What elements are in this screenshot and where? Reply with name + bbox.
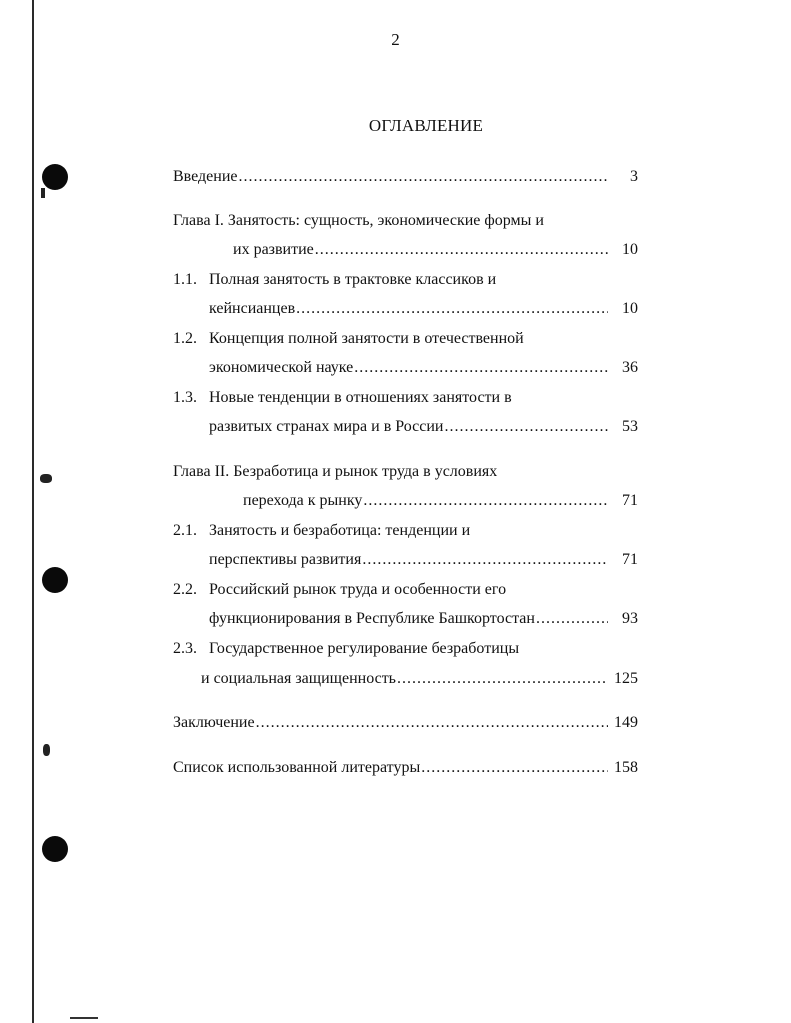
- punch-hole-mark: [42, 164, 68, 190]
- toc-entry-label: Заключение: [173, 714, 255, 731]
- toc-entry-page: 3: [630, 168, 638, 185]
- dot-leader: [421, 759, 608, 777]
- scan-speck: [41, 188, 45, 198]
- scan-mark: [70, 1017, 98, 1019]
- dot-leader: [536, 610, 608, 628]
- section-title-line: Занятость и безработица: тенденции и: [209, 522, 471, 539]
- toc-entry-page: 93: [622, 610, 638, 627]
- section-title-line: функционирования в Республике Башкортостан: [209, 610, 535, 627]
- toc-section-2-2-entry: [209, 610, 638, 632]
- toc-entry-conclusion: [173, 714, 638, 736]
- dot-leader: [362, 551, 608, 569]
- toc-chapter-1-entry: [233, 241, 638, 263]
- dot-leader: [354, 359, 608, 377]
- toc-section-2-3: [173, 640, 519, 662]
- toc-entry-page: 71: [622, 551, 638, 568]
- toc-entry-page: 125: [614, 670, 638, 687]
- toc-section-2-3-entry: [201, 670, 638, 692]
- chapter-title-line: их развитие: [233, 241, 314, 258]
- chapter-title-line: перехода к рынку: [243, 492, 363, 509]
- page-number: 2: [391, 30, 400, 49]
- punch-hole-mark: [42, 567, 68, 593]
- toc-entry-page: 158: [614, 759, 638, 776]
- dot-leader: [444, 418, 608, 436]
- toc-entry-page: 53: [622, 418, 638, 435]
- toc-section-1-3-entry: [209, 418, 638, 440]
- scan-speck: [40, 474, 52, 483]
- binding-edge-line: [32, 0, 34, 1023]
- toc-section-2-2: [173, 581, 506, 603]
- toc-section-1-1-entry: [209, 300, 638, 322]
- dot-leader: [296, 300, 608, 318]
- chapter-title-line: Глава I. Занятость: сущность, экономические формы и: [173, 212, 544, 229]
- dot-leader: [315, 241, 608, 259]
- toc-chapter-1-title: [173, 212, 544, 234]
- toc-entry-intro: [173, 168, 638, 190]
- toc-chapter-2-entry: [243, 492, 638, 514]
- toc-entry-page: 10: [622, 241, 638, 258]
- section-title-line: перспективы развития: [209, 551, 362, 568]
- section-title-line: экономической науке: [209, 359, 354, 376]
- toc-entry-label: Список использованной литературы: [173, 759, 421, 776]
- section-number: 1.2.: [173, 330, 197, 347]
- toc-section-2-1-entry: [209, 551, 638, 573]
- section-title-line: Полная занятость в трактовке классиков и: [209, 271, 497, 288]
- section-title-line: Российский рынок труда и особенности его: [209, 581, 507, 598]
- section-number: 2.1.: [173, 522, 197, 539]
- section-title-line: Концепция полной занятости в отечественной: [209, 330, 524, 347]
- dot-leader: [239, 168, 609, 186]
- toc-entry-page: 71: [622, 492, 638, 509]
- dot-leader: [397, 670, 608, 688]
- dot-leader: [363, 492, 608, 510]
- toc-entry-page: 149: [614, 714, 638, 731]
- toc-section-1-3: [173, 389, 512, 411]
- toc-entry-page: 10: [622, 300, 638, 317]
- toc-section-1-2: [173, 330, 524, 352]
- section-number: 2.3.: [173, 640, 197, 657]
- scan-speck: [43, 744, 50, 756]
- toc-entry-label: Введение: [173, 168, 238, 185]
- section-number: 1.1.: [173, 271, 197, 288]
- toc-entry-references: [173, 759, 638, 781]
- toc-section-2-1: [173, 522, 470, 544]
- section-title-line: Новые тенденции в отношениях занятости в: [209, 389, 512, 406]
- dot-leader: [256, 714, 608, 732]
- section-title-line: развитых странах мира и в России: [209, 418, 444, 435]
- section-title-line: и социальная защищенность: [201, 670, 396, 687]
- section-title-line: кейнсианцев: [209, 300, 296, 317]
- toc-section-1-2-entry: [209, 359, 638, 381]
- toc-section-1-1: [173, 271, 496, 293]
- section-number: 1.3.: [173, 389, 197, 406]
- toc-chapter-2-title: [173, 463, 497, 485]
- punch-hole-mark: [42, 836, 68, 862]
- toc-entry-page: 36: [622, 359, 638, 376]
- section-number: 2.2.: [173, 581, 197, 598]
- toc-title: ОГЛАВЛЕНИЕ: [368, 116, 484, 135]
- chapter-title-line: Глава II. Безработица и рынок труда в условиях: [173, 463, 498, 480]
- section-title-line: Государственное регулирование безработицы: [209, 640, 520, 657]
